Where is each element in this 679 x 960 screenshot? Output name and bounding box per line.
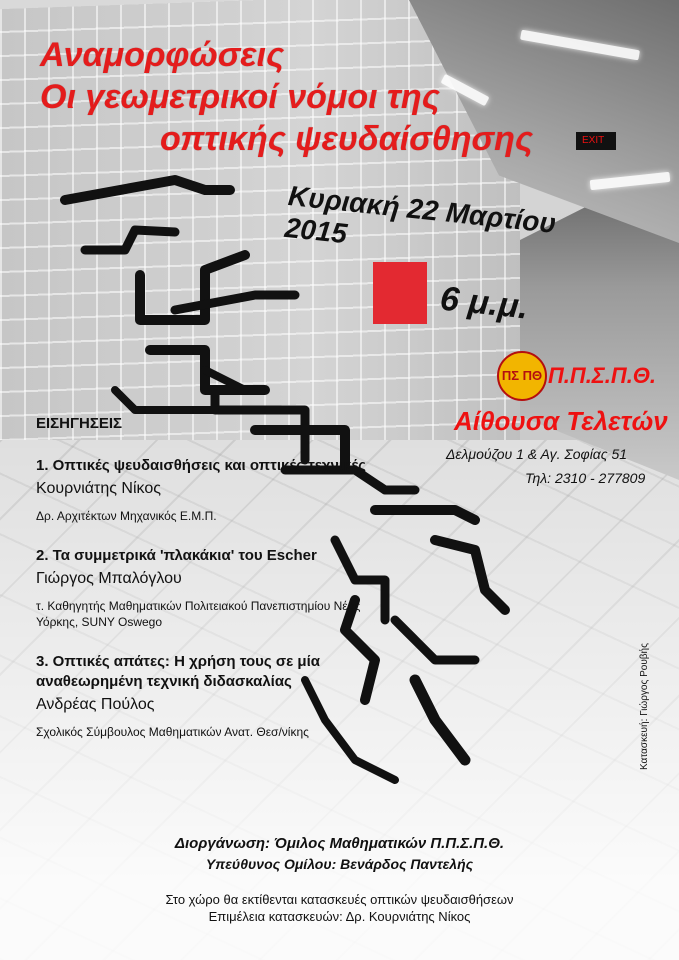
footer — [0, 835, 679, 924]
exhibit-line: Στο χώρο θα εκτίθενται κατασκευές οπτικών ψευδαισθήσεων — [165, 892, 514, 907]
poster-title — [40, 34, 560, 160]
title-line-3: οπτικής ψευδαίσθησης — [160, 120, 533, 158]
talk-item — [36, 652, 396, 740]
talk-affiliation: Σχολικός Σύμβουλος Μαθηματικών Ανατ. Θεσ/νίκης — [36, 725, 309, 739]
exit-sign-text: EXIT — [582, 135, 605, 146]
talks-section — [36, 415, 396, 762]
organization-line: Διοργάνωση: Όμιλος Μαθηματικών Π.Π.Σ.Π.Θ. — [174, 835, 505, 852]
venue-name: Αίθουσα Τελετών — [454, 406, 668, 436]
talk-title: 2. Τα συμμετρικά 'πλακάκια' του Escher — [36, 547, 317, 564]
talk-affiliation: τ. Καθηγητής Μαθηματικών Πολιτειακού Πανεπιστημίου Νέας Υόρκης, SUNY Oswego — [36, 599, 361, 629]
exit-sign — [576, 132, 616, 150]
venue-phone: Τηλ: 2310 - 277809 — [525, 470, 646, 486]
talks-heading: ΕΙΣΗΓΗΣΕΙΣ — [36, 415, 123, 432]
talk-title: 3. Οπτικές απάτες: Η χρήση τους σε μία αναθεωρημένη τεχνική διδασκαλίας — [36, 653, 320, 690]
school-logo — [497, 351, 547, 401]
talk-speaker: Ανδρέας Πούλος — [36, 696, 155, 713]
talk-speaker: Κουρνιάτης Νίκος — [36, 480, 161, 497]
talk-item — [36, 456, 396, 524]
venue-address: Δελμούζου 1 & Αγ. Σοφίας 51 — [446, 446, 628, 462]
talk-speaker: Γιώργος Μπαλόγλου — [36, 570, 182, 587]
talk-affiliation: Δρ. Αρχιτέκτων Μηχανικός Ε.Μ.Π. — [36, 509, 217, 523]
event-time: 6 μ.μ. — [438, 279, 531, 327]
talk-title: 1. Οπτικές ψευδαισθήσεις και οπτικές τεχνικές — [36, 457, 366, 474]
logo-text: ΠΣ ΠΘ — [501, 368, 543, 383]
title-line-1: Αναμορφώσεις — [40, 36, 285, 74]
organizer-name: Π.Π.Σ.Π.Θ. — [548, 363, 657, 388]
responsible-line: Υπεύθυνος Ομίλου: Βενάρδος Παντελής — [205, 856, 474, 872]
curation-line: Επιμέλεια κατασκευών: Δρ. Κουρνιάτης Νίκος — [208, 909, 471, 924]
title-line-2: Οι γεωμετρικοί νόμοι της — [40, 78, 440, 116]
event-date: Κυριακή 22 Μαρτίου 2015 — [283, 180, 558, 250]
design-credit: Κατασκευή: Γιώργος Ρουβής — [639, 643, 650, 770]
talk-item — [36, 546, 396, 630]
